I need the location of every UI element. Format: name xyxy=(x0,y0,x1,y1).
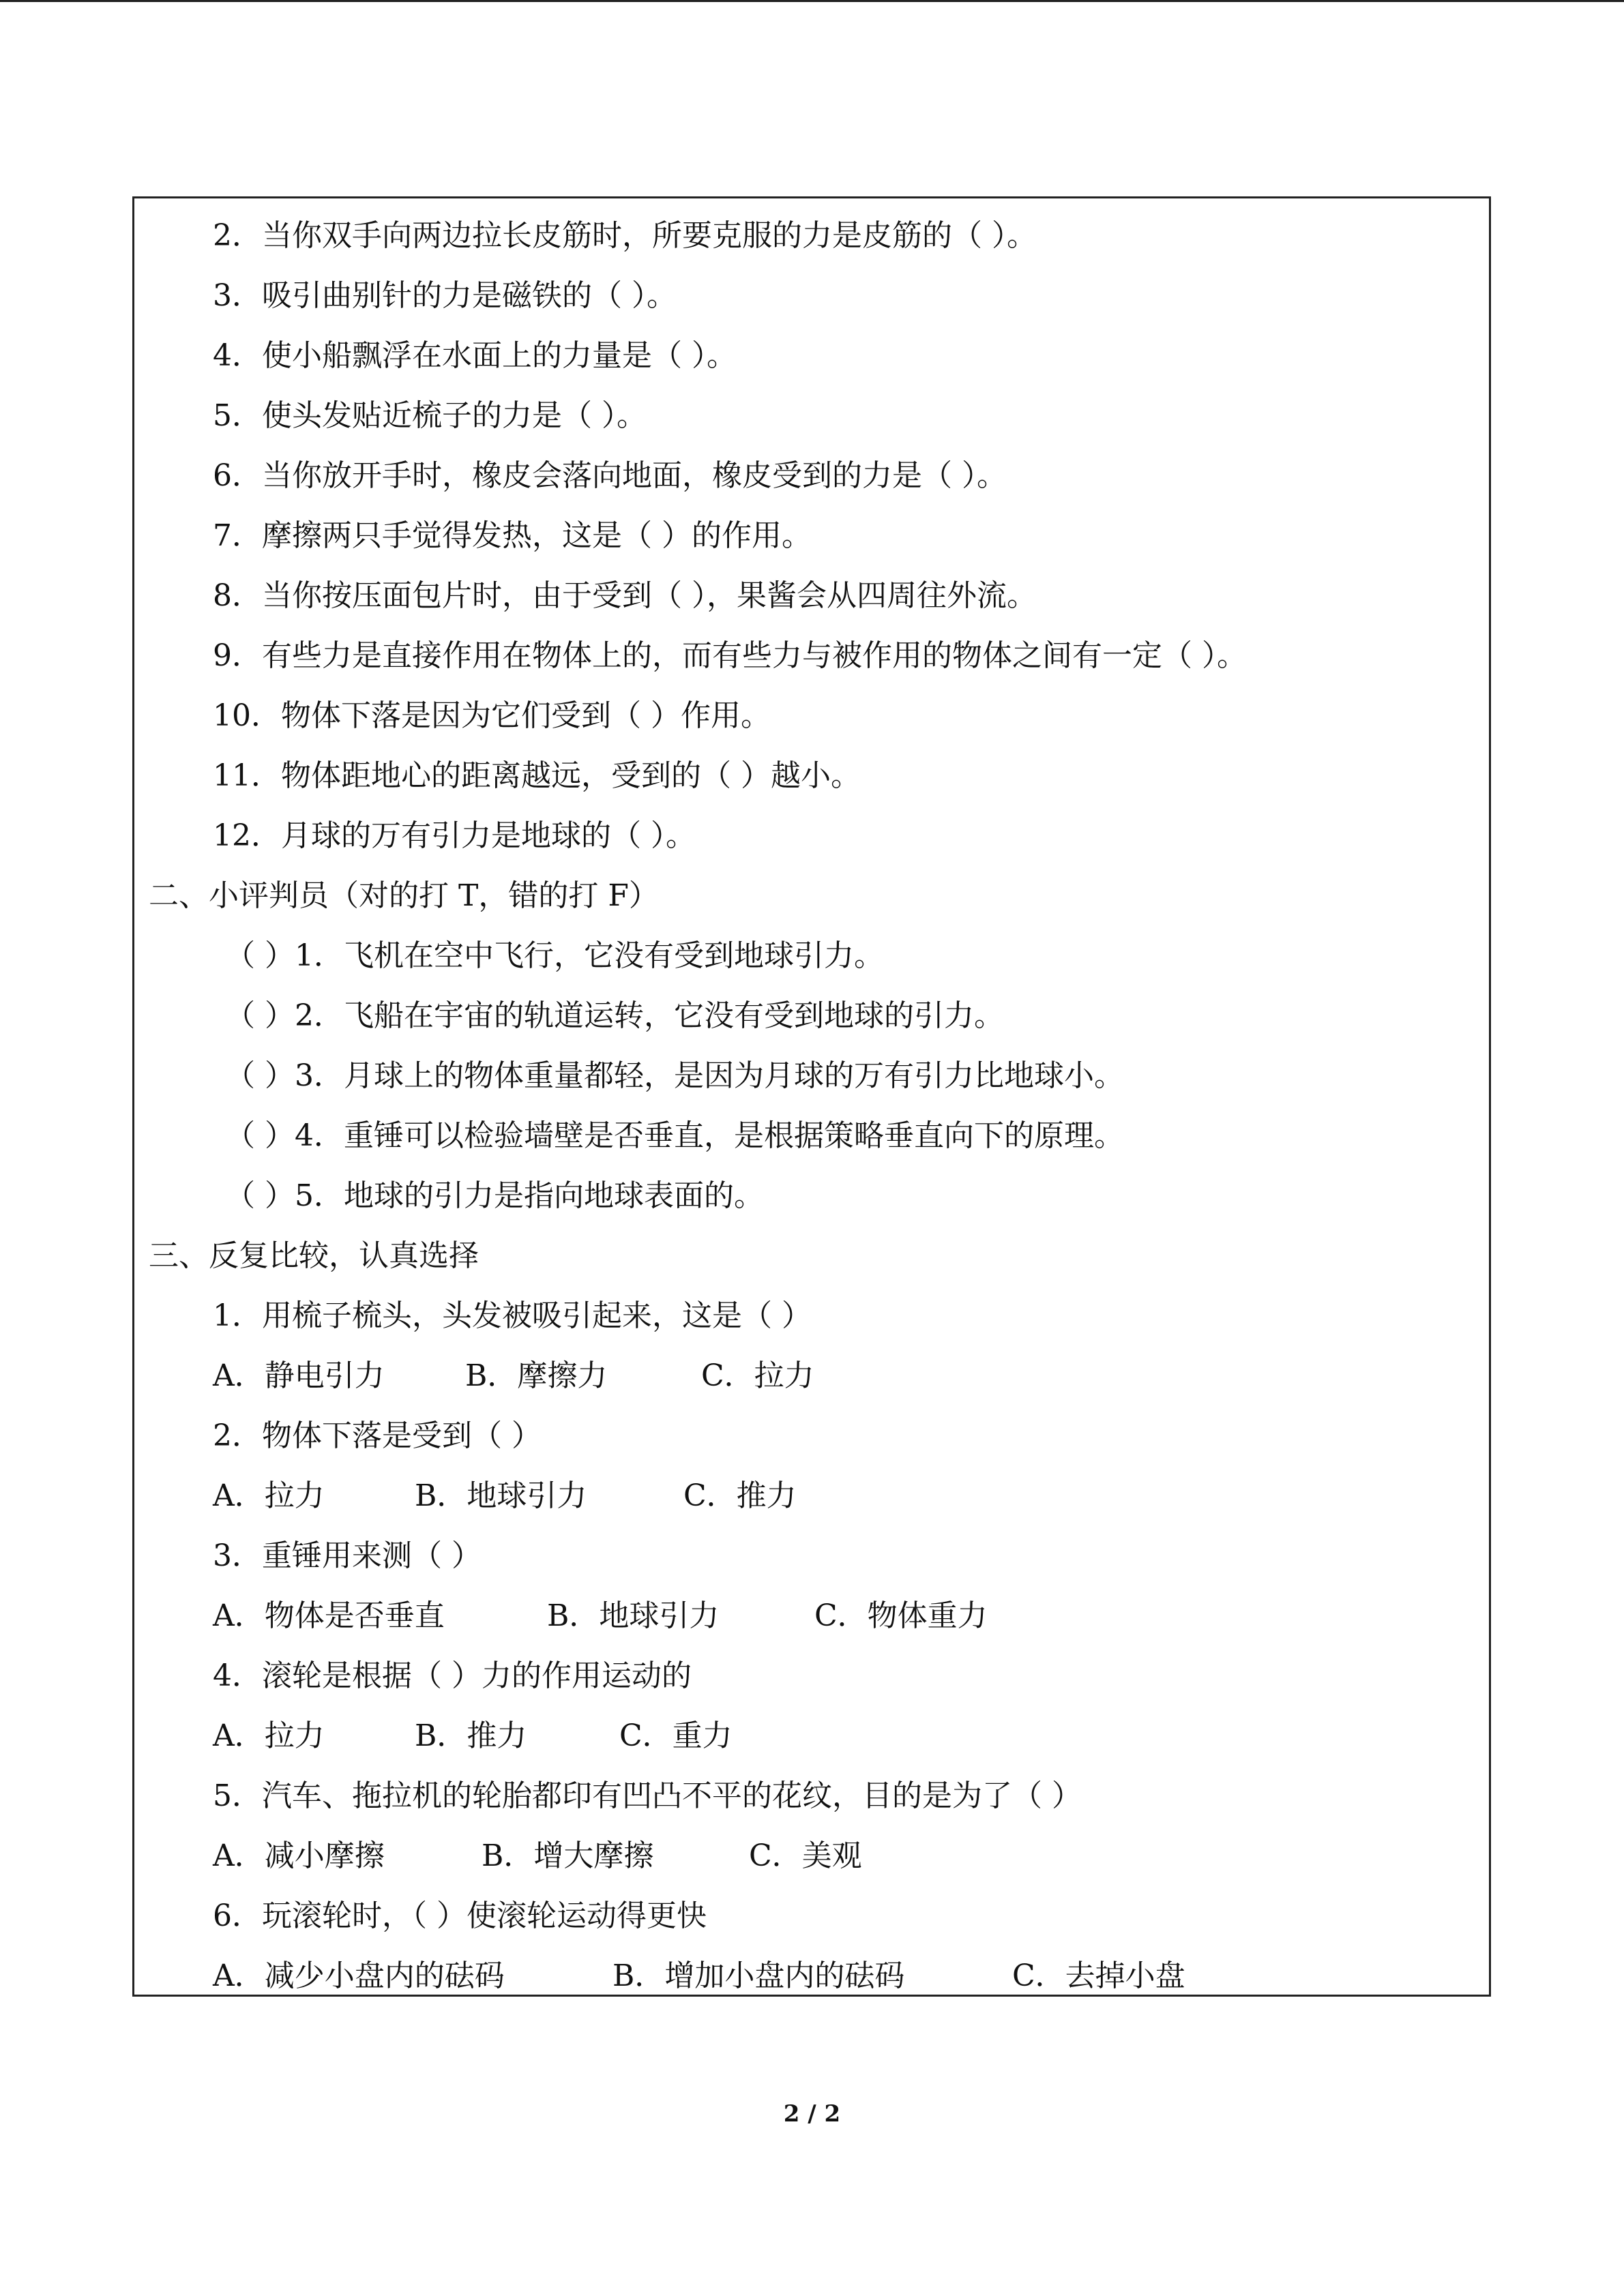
choice-question-2: 2．物体下落是受到（ ） xyxy=(213,1418,542,1453)
option-b: B．摩擦力 xyxy=(465,1358,608,1393)
fill-in-item-11: 11．物体距地心的距离越远，受到的（ ）越小。 xyxy=(213,758,861,793)
judge-item-2: （ ）2．飞船在宇宙的轨道运转，它没有受到地球的引力。 xyxy=(225,998,1004,1033)
page-number: 2 / 2 xyxy=(783,2100,841,2128)
choice-question-5: 5．汽车、拖拉机的轮胎都印有凹凸不平的花纹，目的是为了（ ） xyxy=(213,1778,1082,1813)
section-2-title: 二、小评判员（对的打 T，错的打 F） xyxy=(149,878,659,913)
option-c: C．推力 xyxy=(683,1478,797,1513)
fill-in-item-10: 10．物体下落是因为它们受到（ ）作用。 xyxy=(213,698,771,733)
option-c: C．拉力 xyxy=(701,1358,814,1393)
fill-in-item-2: 2．当你双手向两边拉长皮筋时，所要克服的力是皮筋的（ ）。 xyxy=(213,218,1037,253)
fill-in-item-3: 3．吸引曲别针的力是磁铁的（ ）。 xyxy=(213,278,677,313)
option-a: A．减小摩擦 xyxy=(213,1838,385,1873)
option-a: A．静电引力 xyxy=(213,1358,385,1393)
top-border-line xyxy=(0,0,1624,2)
option-a: A．拉力 xyxy=(213,1478,325,1513)
fill-in-item-4: 4．使小船飘浮在水面上的力量是（ ）。 xyxy=(213,338,737,373)
judge-item-1: （ ）1．飞机在空中飞行，它没有受到地球引力。 xyxy=(225,938,884,973)
section-3-title: 三、反复比较，认真选择 xyxy=(149,1238,479,1273)
option-c: C．美观 xyxy=(749,1838,862,1873)
option-c: C．去掉小盘 xyxy=(1012,1958,1185,1993)
option-c: C．重力 xyxy=(619,1718,733,1753)
fill-in-item-7: 7．摩擦两只手觉得发热，这是（ ）的作用。 xyxy=(213,518,812,553)
option-b: B．推力 xyxy=(415,1718,527,1753)
fill-in-item-12: 12．月球的万有引力是地球的（ ）。 xyxy=(213,818,696,853)
option-a: A．拉力 xyxy=(213,1718,325,1753)
judge-item-3: （ ）3．月球上的物体重量都轻，是因为月球的万有引力比地球小。 xyxy=(225,1058,1124,1093)
choice-question-4: 4．滚轮是根据（ ）力的作用运动的 xyxy=(213,1658,692,1693)
option-b: B．地球引力 xyxy=(415,1478,587,1513)
fill-in-item-6: 6．当你放开手时，橡皮会落向地面，橡皮受到的力是（ ）。 xyxy=(213,458,1007,493)
option-b: B．增加小盘内的砝码 xyxy=(612,1958,905,1993)
choice-question-1: 1．用梳子梳头，头发被吸引起来，这是（ ） xyxy=(213,1298,812,1333)
choice-question-3: 3．重锤用来测（ ） xyxy=(213,1538,482,1573)
judge-item-4: （ ）4．重锤可以检验墙壁是否垂直，是根据策略垂直向下的原理。 xyxy=(225,1118,1124,1153)
fill-in-item-8: 8．当你按压面包片时，由于受到（ ），果酱会从四周往外流。 xyxy=(213,578,1037,613)
option-c: C．物体重力 xyxy=(814,1598,988,1633)
option-a: A．减少小盘内的砝码 xyxy=(213,1958,505,1993)
option-b: B．地球引力 xyxy=(547,1598,720,1633)
option-a: A．物体是否垂直 xyxy=(213,1598,445,1633)
option-b: B．增大摩擦 xyxy=(482,1838,654,1873)
fill-in-item-9: 9．有些力是直接作用在物体上的，而有些力与被作用的物体之间有一定（ ）。 xyxy=(213,638,1247,673)
choice-question-6: 6．玩滚轮时，（ ）使滚轮运动得更快 xyxy=(213,1898,707,1933)
fill-in-item-5: 5．使头发贴近梳子的力是（ ）。 xyxy=(213,398,647,433)
judge-item-5: （ ）5．地球的引力是指向地球表面的。 xyxy=(225,1178,764,1213)
